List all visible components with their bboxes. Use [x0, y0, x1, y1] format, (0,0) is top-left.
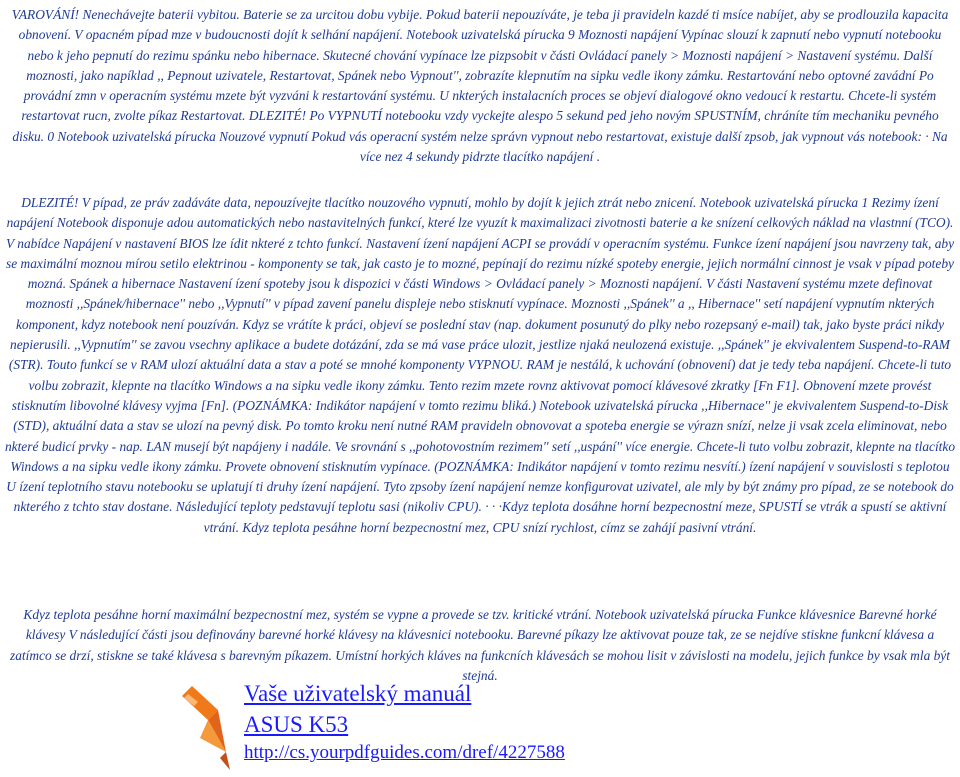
paragraph-text: DLEZITÉ! V pípad, ze práv zadáváte data, nepouzívejte tlacítko nouzového vypnutí, mohlo by dojít k jejich ztrát nebo znicení. Notebook uzivatelská pírucka 1 Rezimy ízení napájení Notebook disponuje adou automatických nebo nastavitelných funkcí, které lze vyuzít k maximalizaci zivotnosti baterie a ke snízení celkových náklad na vlastnní (TCO). V nabídce Napájení v nastavení BIOS lze ídit nkteré z tchto funkcí. Nastavení ízení napájení ACPI se provádí v operacním systému. Funkce ízení napájení jsou navrzeny tak, aby se maximální moznou mírou setilo elektrinou - komponenty se tak, jak casto je to mozné, pepínají do rezimu nízké spoteby energie, jejich normální cinnost je vsak v pípad poteby mozná. Spánek a hibernace Nastavení ízení spoteby jsou k dispozici v části Windows > Ovládací panely > Moznosti napájení. V části Nastavení systému mzete definovat moznosti ,,Spánek/hibernace'' nebo ,,Vypnutí'' v pípad zavení panelu displeje nebo stisknutí vypínace. Moznosti ,,Spánek'' a ,, Hibernace'' setí napájení vypnutím nkterých komponent, kdyz notebook není pouzíván. Kdyz se vrátíte k práci, objeví se poslední stav (nap. dokument posunutý do plky nebo rozepsaný e-mail) tak, jako byste práci nikdy nepierusili. ,,Vypnutím'' se zavou vsechny aplikace a budete dotázání, zda se má vase práce ulozit, jestlize njaká neulozená existuje. ,,Spánek'' je ekvivalentem Suspend-to-RAM (STR). Touto funkcí se v RAM ulozí aktuální data a stav a poté se mnohé komponenty VYPNOU. RAM je nestálá, k uchování (obnovení) dat je tedy teba napájení. Chcete-li tuto volbu zobrazit, klepnte na tlacítko Windows a na sipku vedle ikony zámku. Tento rezim mzete rovnz aktivovat pomocí klávesové zkratky [Fn F1]. Obnovení mzete provést stisknutím libovolné klávesy vyjma [Fn]. (POZNÁMKA: Indikátor napájení v tomto rezimu bliká.) Notebook uzivatelská pírucka ,,Hibernace'' je ekvivalentem Suspend-to-Disk (STD), aktuální data a stav se ulozí na pevný disk. Po tomto kroku není nutné RAM pravideln obnovovat a spoteba energie se výrazn snízí, nelze ji vsak zcela eliminovat, nebo nkteré budicí prvky - nap. LAN musejí být napájeny i nadále. Ve srovnání s ,,pohotovostním rezimem'' setí ,,uspání'' více energie. Chcete-li tuto volbu zobrazit, klepnte na tlacítko Windows a na sipku vedle ikony zámku. Provete obnovení stisknutím vypínace. (POZNÁMKA: Indikátor napájení v tomto rezimu nesvítí.) ízení napájení v souvislosti s teplotou U ízení teplotního stavu notebooku se uplatují ti druhy ízení napájení. Tyto zpsoby ízení napájení nemze konfigurovat uzivatel, ale mly by být známy pro pípad, ze se notebook do nkterého z tchto stav dostane. Následující teploty pedstavují teplotu sasi (nikoliv CPU). · · ·Kdyz teplota dosáhne horní bezpecnostní meze, SPUSTÍ se vtrák a spustí se aktivní vtrání. Kdyz teplota pesáhne horní bezpecnostní mez, CPU snízí rychlost, címz se zahájí pasivní vtrání.	[4, 195, 956, 535]
pencil-icon	[178, 680, 234, 772]
url-link[interactable]: http://cs.yourpdfguides.com/dref/4227588	[244, 742, 565, 763]
paragraph-text: Kdyz teplota pesáhne horní maximální bezpecnostní mez, systém se vypne a provede se tzv. kritické vtrání. Notebook uzivatelská pírucka Funkce klávesnice Barevné horké klávesy V následující části jsou definovány barevné horké klávesy na klávesnici notebooku. Barevné píkazy lze aktivovat pouze tak, ze se nejdíve stiskne funkcní klávesa a zatímco se drzí, stiskne se také klávesa s barevným píkazem. Umístní horkých kláves na funkcních klávesách se mohou lisit v závislosti na modelu, jejich funkce by vsak mla být stejná.	[10, 607, 950, 683]
paragraph-power-options	[4, 5, 956, 167]
paragraph-power-management	[4, 193, 956, 538]
paragraph-hotkeys	[4, 605, 956, 686]
paragraph-text: VAROVÁNÍ! Nenechávejte baterii vybitou. Baterie se za urcitou dobu vybije. Pokud baterii nepouzíváte, je teba ji pravideln kazdé ti msíce nabíjet, aby se prodlouzila kapacita obnovení. V opacném pípad mze v budoucnosti dojít k selhání napájení. Notebook uzivatelská pírucka 9 Moznosti napájení Vypínac slouzí k zapnutí nebo vypnutí notebooku nebo k jeho pepnutí do rezimu spánku nebo hibernace. Skutecné chování vypínace lze pizpsobit v části Ovládací panely > Moznosti napájení > Nastavení systému. Další moznosti, jako napíklad ,, Pepnout uzivatele, Restartovat, Spánek nebo Vypnout'', zobrazíte klepnutím na sipku vedle ikony zámku. Restartování nebo optovné zavádní Po provádní zmn v operacním systému mzete být vyzváni k restartování systému. U nkterých instalacních proces se objeví dialogové okno vedoucí k restartu. Chcete-li systém restartovat rucn, zvolte píkaz Restartovat. DLEZITÉ! Po VYPNUTÍ notebooku vzdy vyckejte alespo 5 sekund ped jeho novým SPUSTNÍM, chráníte tím mechaniku pevného disku. 0 Notebook uzivatelská pírucka Nouzové vypnutí Pokud vás operacní systém nelze správn vypnout nebo restartovat, existuje další zpsob, jak vypnout vás notebook: · Na více nez 4 sekundy pidrzte tlacítko napájení .	[11, 7, 949, 165]
model-link[interactable]: ASUS K53	[244, 712, 349, 737]
manual-link[interactable]: Vaše uživatelský manuál	[244, 681, 472, 706]
